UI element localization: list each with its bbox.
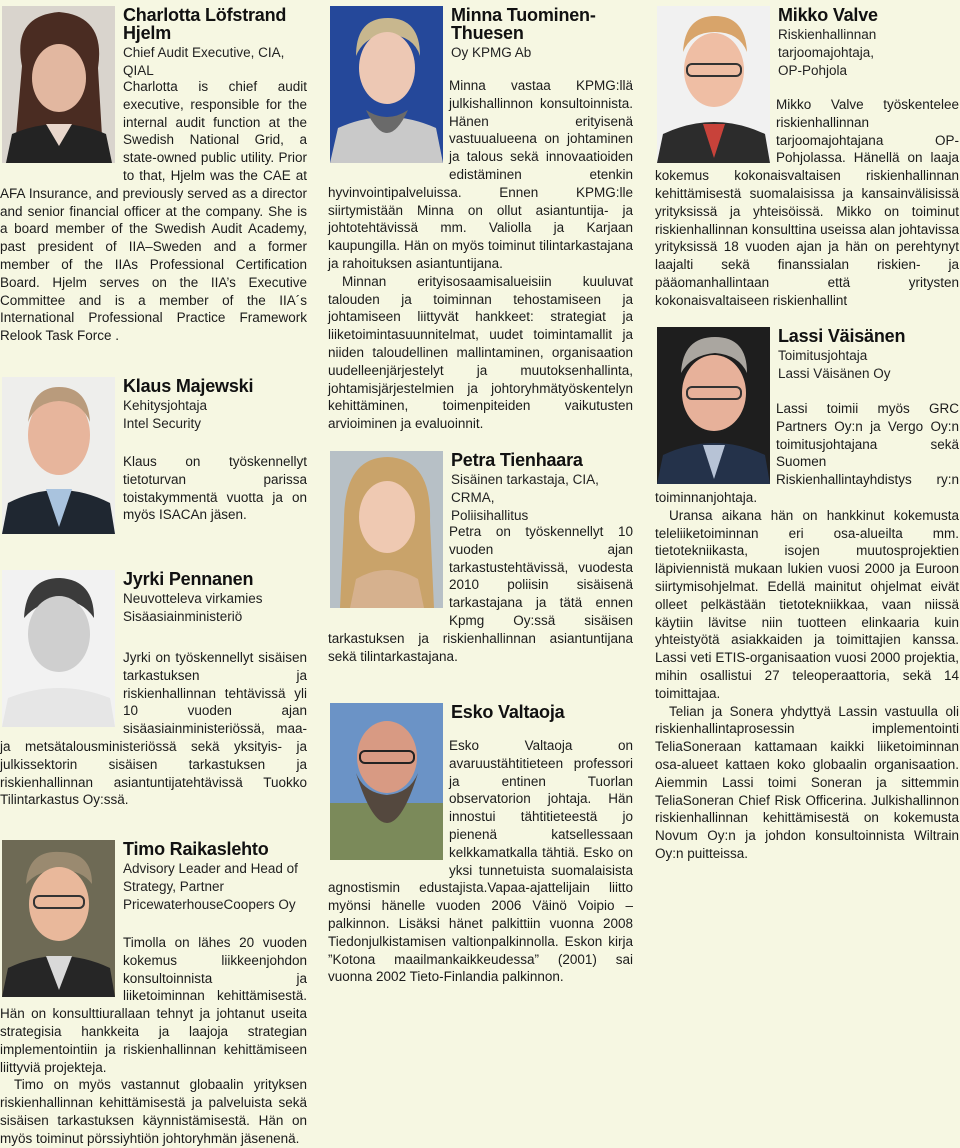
title-line: Kehitysjohtaja (123, 398, 208, 413)
speaker-name: Esko Valtaoja (451, 702, 565, 722)
organization: Poliisihallitus (451, 508, 529, 523)
speaker-title (123, 590, 307, 626)
bio-paragraph: Charlotta is chief audit executive, responsible for the internal audit function at the Swedish National Grid, a state-owned public utility. Prior to that, Hjelm was the CAE at AFA Insurance, and previously served as a director and senior financial officer at the company. She is a board member of the Swedish Audit Academy, past president of IIA–Sweden and a former member of the IIAs Professional Certification Board. Hjelm serves on the IIA’s Executive Committee and is a member of the IIA´s International Professional Practice Framework Relook Task Force . (0, 79, 307, 344)
bio-paragraph: Klaus on työskennellyt tietoturvan parissa toistakymmentä vuotta ja on myös ISACAn jäsen. (123, 454, 307, 523)
speaker-name: Minna Tuominen-Thuesen (451, 5, 596, 43)
organization: Lassi Väisänen Oy (778, 366, 891, 381)
bio-paragraph: Petra on työskennellyt 10 vuoden ajan tarkastustehtävissä, vuodesta 2010 poliisin sisäisenä tarkastajana ja tätä ennen Kpmg Oy:ssä sisäisen tarkastuksen ja riskienhallinnan asiantuntijana sekä tilintarkastajana. (328, 524, 633, 664)
speaker-title (123, 397, 307, 433)
title-line: Toimitusjohtaja (778, 348, 868, 363)
title-line: Neuvotteleva virkamies (123, 591, 263, 606)
profile-header (123, 570, 307, 626)
profile-timo (0, 839, 307, 1146)
speaker-bio (0, 78, 307, 345)
speaker-name: Mikko Valve (778, 5, 878, 25)
bio-paragraph: Minnan erityisosaamisalueisiin kuuluvat talouden ja toiminnan tehostamiseen ja johtamiseen liittyvät hankkeet: strategiat ja liiketoimintasuunnitelmat, uudet toimintamallit ja niiden taloudellinen mallintaminen, organisaation uudelleenjärjestelyt ja muutoksenhallinta, johtamisjärjestelmien ja johtoryhmätyöskentelyn kehittäminen, toimenpiteiden vaikutusten arvioiminen ja evaluoinnit. (328, 273, 633, 432)
profile-charlotta (0, 5, 307, 344)
speaker-bio (0, 934, 307, 1148)
bio-paragraph: Timo on myös vastannut globaalin yrityksen riskienhallinnan kehittämisestä ja palveluista sekä sisäisen tarkastuksen käynnistämisestä. Hän on myös toiminut pörssiyhtiön johtoryhmän jäsenenä. (0, 1077, 307, 1146)
speaker-bio (328, 77, 633, 433)
organization: OP-Pohjola (778, 63, 848, 78)
speaker-name: Lassi Väisänen (778, 326, 906, 346)
speaker-title (778, 26, 959, 80)
speaker-title (123, 44, 307, 80)
profile-jyrki (0, 569, 307, 808)
profile-header (778, 327, 959, 383)
profile-minna (328, 5, 633, 432)
bio-paragraph: Jyrki on työskennellyt sisäisen tarkastuksen ja riskienhallinnan tehtävissä yli 10 vuoden ajan sisäasiainministeriössä, maa- ja metsätalousministeriössä sekä yksityis- ja julkissektorin sisäisen tarkastuksen ja riskienhallinnan asiantuntijatehtävissä Tuokko Tilintarkastus Oy:ssä. (0, 650, 307, 808)
profile-header (123, 6, 307, 80)
profile-header (451, 451, 633, 525)
bio-paragraph: Telian ja Sonera yhdyttyä Lassin vastuulla oli riskienhallintaprosessin implementointi TeliaSoneraan kattamaan kaikki liiketoiminnan osa-alueet kattaen koko globaalin organisaation. Aiemmin Lassi toimi Soneran ja sittemmin TeliaSoneran Chief Risk Officerina. Julkishallinnon riskienhallinnan kehittämisestä on kokemusta Novum Oy:n ja johdon konsultoinnista Wiltrain Oy:n puitteissa. (655, 703, 959, 861)
profile-lassi (655, 326, 959, 861)
profile-header (451, 703, 633, 721)
organization: PricewaterhouseCoopers Oy (123, 897, 296, 912)
profile-esko (328, 703, 633, 983)
profile-header (778, 6, 959, 80)
bio-paragraph: Minna vastaa KPMG:llä julkishallinnon konsultoinnista. Hänen erityisenä vastuualueena on johtaminen ja talous sekä innovaatioiden edistäminen etenkin hyvinvointipalveluissa. Ennen KPMG:lle siirtymistään Minna on ollut asiantuntija- ja johtotehtävissä mm. Valiolla ja Karjaan kaupungilla. Hän on myös toiminut tilintarkastajana ja rahoituksen asiantuntijana. (328, 78, 633, 271)
speaker-bio (655, 96, 959, 310)
speaker-title (778, 347, 959, 383)
speaker-bio (655, 400, 959, 863)
title-line: Chief Audit Executive, CIA, QIAL (123, 45, 285, 78)
profile-header (123, 840, 307, 914)
profile-mikko (655, 5, 959, 308)
organization: Oy KPMG Ab (451, 45, 532, 60)
bio-paragraph: Mikko Valve työskentelee riskienhallinnan tarjoomajohtajana OP-Pohjolassa. Hänellä on laaja kokemus kokonaisvaltaisen riskienhallinnan kehittämisestä suomalaisissa ja kansainvälisissä yrityksissä ja yhteisöissä. Mikko on toiminut riskienhallinnan konsulttina useissa alan johtavissa yrityksissä 18 vuoden ajan ja hän on perehtynyt laajalti sekä finanssialan riskien- ja pääomanhallintaan että yritysten kokonaisvaltaiseen riskienhallint (655, 97, 959, 308)
speaker-title (451, 471, 633, 525)
portrait-photo (2, 377, 115, 534)
speaker-name: Timo Raikaslehto (123, 839, 269, 859)
profile-header (451, 6, 633, 62)
profile-klaus (0, 377, 307, 537)
speaker-name: Jyrki Pennanen (123, 569, 254, 589)
title-line: Advisory Leader and Head of Strategy, Partner (123, 861, 298, 894)
speaker-title (123, 860, 307, 914)
profile-header (123, 377, 307, 433)
bio-paragraph: Esko Valtaoja on avaruustähtitieteen professori ja entinen Tuorlan observatorion johtaja. Hän innostui tähtitieteestä jo pienenä katsellessaan kelkkamatkalla tähtiä. Esko on yksi tunnetuista suomalaisista agnostismin edustajista.Vapaa-ajattelijain liitto myönsi hänelle vuoden 2006 Väinö Voipio –palkinnon. Lisäksi hänet palkittiin vuonna 2008 Tiedonjulkistamisen valtionpalkinnolla. Eskon kirja ”Kotona maailmankaikkeudessa” (2001) sai vuonna 2002 Tieto-Finlandia palkinnon. (328, 738, 633, 985)
title-line: Riskienhallinnan tarjoomajohtaja, (778, 27, 877, 60)
speaker-bio (0, 649, 307, 809)
speaker-name: Petra Tienhaara (451, 450, 583, 470)
bio-paragraph: Lassi toimii myös GRC Partners Oy:n ja Vergo Oy:n toimitusjohtajana sekä Suomen Riskienhallintayhdistys ry:n toiminnanjohtaja. (655, 401, 959, 505)
speaker-bio (328, 523, 633, 665)
speaker-bio (123, 453, 307, 524)
organization: Sisäasiainministeriö (123, 609, 243, 624)
title-line: Sisäinen tarkastaja, CIA, CRMA, (451, 472, 599, 505)
speaker-name: Klaus Majewski (123, 376, 254, 396)
speaker-name: Charlotta Löfstrand Hjelm (123, 5, 287, 43)
profile-petra (328, 450, 633, 664)
bio-paragraph: Uransa aikana hän on hankkinut kokemusta teleliiketoiminnan eri osa-alueilta mm. tietotekniikasta, isojen muutosprojektien läpiviennistä mukaan lukien vuosi 2000 ja Euroon siirtymisohjelmat. Edellä mainitut ohjelmat eivät olleet pelkästään tietotekniikkaa, vaan niissä käytiin lävitse niin tuotteen elinkaaria kuin yhteistyötä asiakkaiden ja toimittajien kanssa. Lassi veti ETIS-organisaation vuosi 2000 projektia, mihin osallistui 27 teleoperaattoria, sekä 14 toimittajaa. (655, 507, 959, 701)
speaker-title (451, 44, 633, 62)
organization: Intel Security (123, 416, 202, 431)
speaker-bio (328, 737, 633, 986)
bio-paragraph: Timolla on lähes 20 vuoden kokemus liikkeenjohdon konsultoinnista ja liiketoiminnan kehittämisestä. Hän on konsulttiurallaan tehnyt ja johtanut useita strategisia hankkeita ja laajoja strategian implementointiin ja riskienhallinnan kehittämiseen liittyviä projekteja. (0, 935, 307, 1075)
